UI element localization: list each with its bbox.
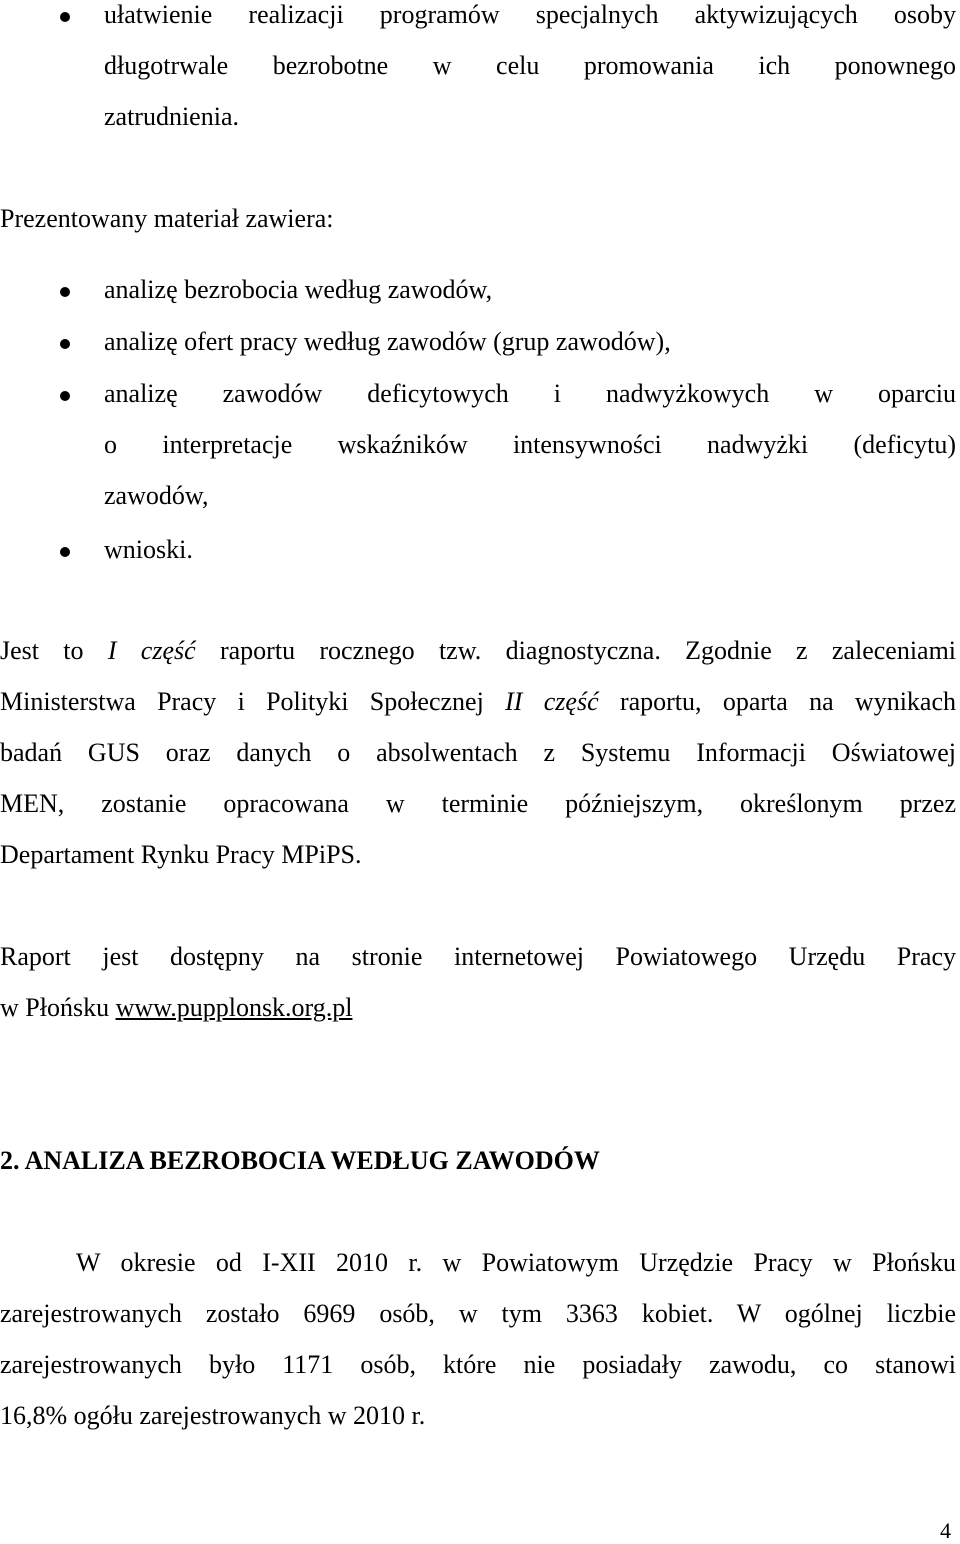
para1-line1-b: raportu rocznego tzw. diagnostyczna. Zgodnie z zaleceniami: [219, 636, 957, 665]
para1-line2-italic: II część: [505, 687, 599, 716]
para1-line1: [0, 636, 956, 666]
section-line3: zarejestrowanych było 1171 osób, które nie posiadały zawodu, co stanowi: [0, 1350, 956, 1379]
bullet-icon: [60, 287, 70, 297]
bullet-icon: [60, 12, 70, 22]
bullet-icon: [60, 339, 70, 349]
list2-item3-line3: zawodów,: [104, 481, 209, 510]
list1-item1-line2: długotrwale bezrobotne w celu promowania ich ponownego: [104, 51, 956, 80]
para1-line2: [0, 687, 956, 717]
section-line4: 16,8% ogółu zarejestrowanych w 2010 r.: [0, 1401, 426, 1430]
list1-item1-line3: zatrudnienia.: [104, 102, 239, 131]
para2-line2-prefix: w Płońsku: [0, 993, 110, 1022]
page-number: 4: [940, 1518, 951, 1543]
para2-line2: [0, 993, 352, 1023]
list2-item3-line2: o interpretacje wskaźników intensywności nadwyżki (deficytu): [104, 430, 956, 459]
para1-line2-b: raportu, oparta na wynikach: [619, 687, 957, 716]
website-link[interactable]: www.pupplonsk.org.pl: [115, 993, 353, 1022]
section-heading: 2. ANALIZA BEZROBOCIA WEDŁUG ZAWODÓW: [0, 1146, 600, 1175]
bullet-icon: [60, 391, 70, 401]
list1-item1-line1: ułatwienie realizacji programów specjalnych aktywizujących osoby: [104, 0, 956, 29]
intro-text: Prezentowany materiał zawiera:: [0, 204, 334, 233]
list2-item2: analizę ofert pracy według zawodów (grup zawodów),: [104, 327, 671, 356]
list2-item1: analizę bezrobocia według zawodów,: [104, 275, 493, 304]
list2-item4: wnioski.: [104, 535, 193, 564]
section-line2: zarejestrowanych zostało 6969 osób, w tym 3363 kobiet. W ogólnej liczbie: [0, 1299, 956, 1328]
para1-line1-italic: I część: [107, 636, 196, 665]
section-line1: W okresie od I-XII 2010 r. w Powiatowym Urzędzie Pracy w Płońsku: [76, 1248, 956, 1277]
para2-line1: Raport jest dostępny na stronie internetowej Powiatowego Urzędu Pracy: [0, 942, 956, 971]
para1-line2-a: Ministerstwa Pracy i Polityki Społecznej: [0, 687, 484, 716]
para1-line3: badań GUS oraz danych o absolwentach z Systemu Informacji Oświatowej: [0, 738, 956, 767]
bullet-icon: [60, 547, 70, 557]
para1-line1-a: Jest to: [0, 636, 84, 665]
para1-line4: MEN, zostanie opracowana w terminie późniejszym, określonym przez: [0, 789, 956, 818]
para1-line5: Departament Rynku Pracy MPiPS.: [0, 840, 362, 869]
list2-item3-line1: analizę zawodów deficytowych i nadwyżkowych w oparciu: [104, 379, 956, 408]
